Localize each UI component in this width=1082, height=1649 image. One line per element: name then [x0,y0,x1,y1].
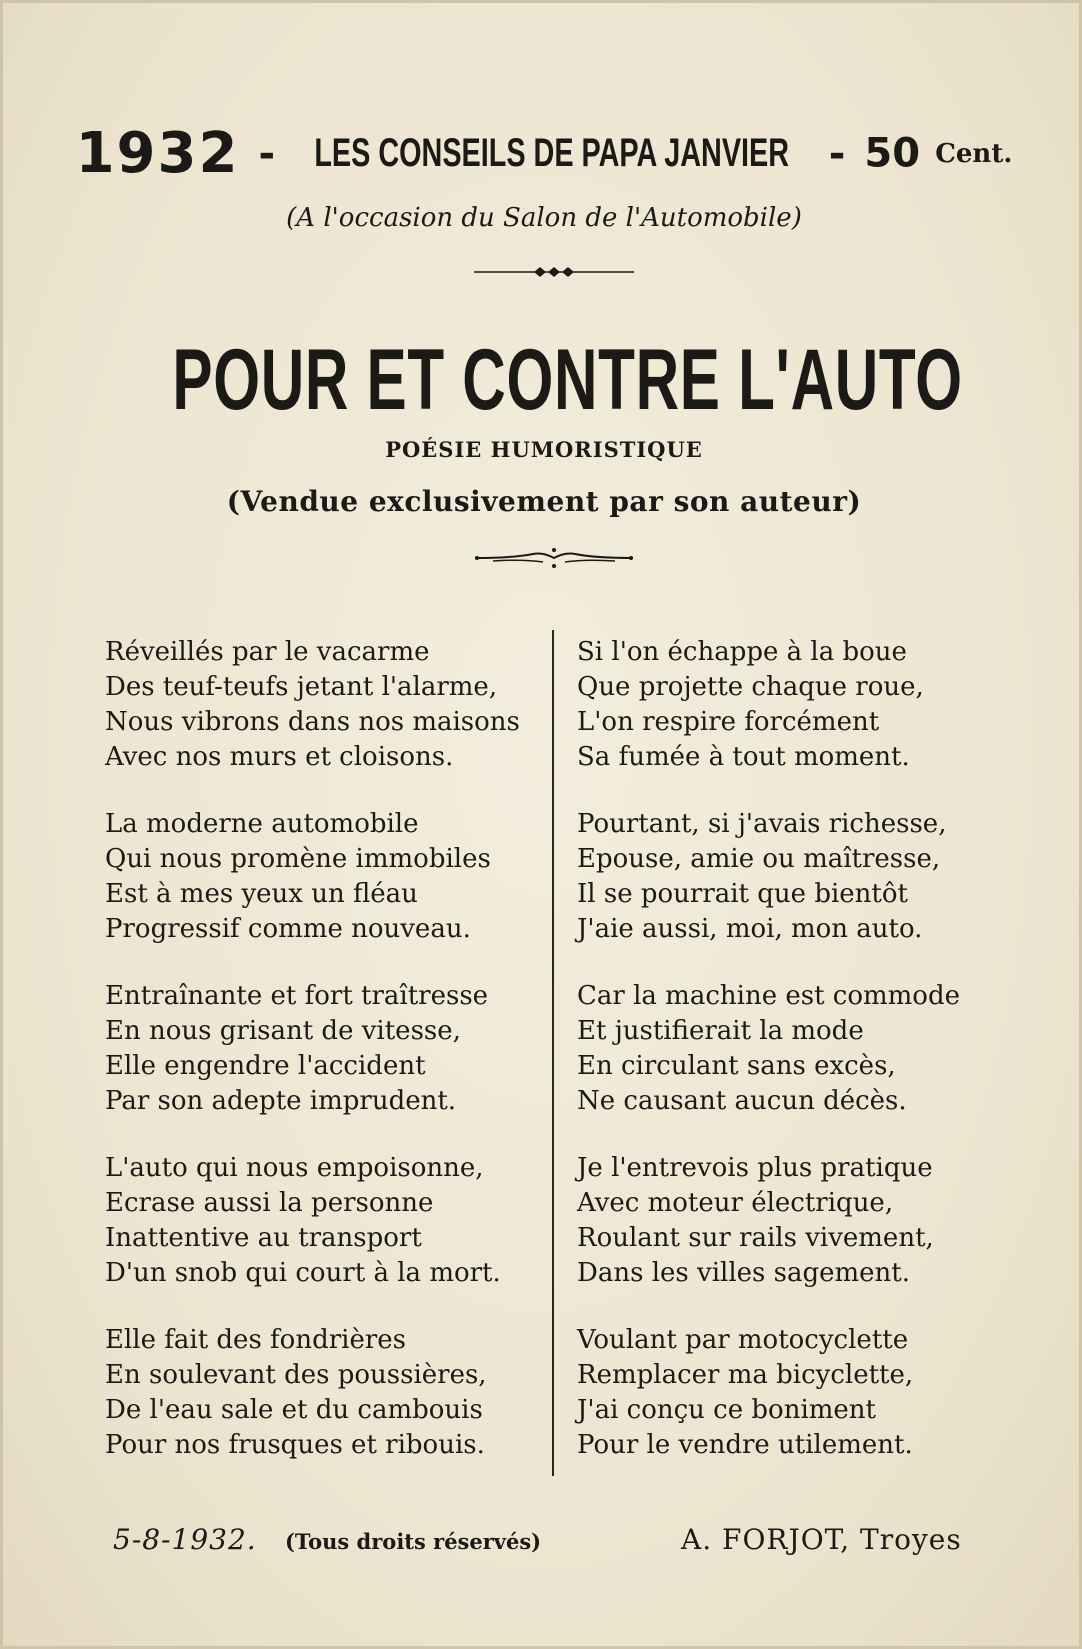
poem-subtitle: POÉSIE HUMORISTIQUE [385,437,703,462]
verse-line: D'un snob qui court à la mort. [105,1258,501,1288]
occasion-line: (A l'occasion du Salon de l'Automobile) [286,203,802,233]
stanza [577,979,1037,1119]
verse-line: Et justifierait la mode [577,1016,864,1046]
verse-line: Qui nous promène immobiles [105,844,491,874]
verse-line: Remplacer ma bicyclette, [577,1360,914,1390]
footer-date: 5-8-1932. [113,1523,257,1556]
verse-line: Pourtant, si j'avais richesse, [577,809,947,839]
verse-line: Par son adepte imprudent. [105,1086,457,1116]
verse-line: Je l'entrevois plus pratique [577,1153,933,1183]
stanza [577,1323,1037,1463]
verse-line: Elle engendre l'accident [105,1051,426,1081]
verse-line: Voulant par motocyclette [577,1325,909,1355]
stanza [105,979,565,1119]
verse-line: Nous vibrons dans nos maisons [105,707,520,737]
footer-rights: (Tous droits réservés) [285,1529,542,1554]
verse-line: De l'eau sale et du cambouis [105,1395,483,1425]
poem-left-column [105,635,565,1495]
verse-line: En circulant sans excès, [577,1051,896,1081]
header-price: 50 [864,130,921,177]
stanza [577,1151,1037,1291]
stanza [105,807,565,947]
stanza [105,635,565,775]
verse-line: Que projette chaque roue, [577,672,924,702]
verse-line: En soulevant des poussières, [105,1360,487,1390]
verse-line: Est à mes yeux un fléau [105,879,418,909]
poem-right-column [577,635,1037,1495]
header-currency: Cent. [935,138,1013,169]
verse-line: Dans les villes sagement. [577,1258,911,1288]
verse-line: Il se pourrait que bientôt [577,879,908,909]
poem-title [3,331,1082,430]
verse-line: Pour le vendre utilement. [577,1430,913,1460]
flourish-ornament-icon [473,545,635,571]
verse-line: Car la machine est commode [577,981,960,1011]
verse-line: La moderne automobile [105,809,419,839]
verse-line: Ecrase aussi la personne [105,1188,434,1218]
diamond-ornament-icon [474,265,634,279]
column-divider [552,630,554,1476]
stanza [105,1323,565,1463]
verse-line: Roulant sur rails vivement, [577,1223,934,1253]
verse-line: Sa fumée à tout moment. [577,742,910,772]
header-separator-1: - [258,130,276,177]
poem-title-text: POUR ET CONTRE L'AUTO [172,332,963,428]
verse-line: Des teuf-teufs jetant l'alarme, [105,672,498,702]
verse-line: Inattentive au transport [105,1223,422,1253]
verse-line: Avec nos murs et cloisons. [105,742,454,772]
verse-line: Elle fait des fondrières [105,1325,407,1355]
sales-note: (Vendue exclusivement par son auteur) [226,485,862,518]
header-year: 1932 [75,121,240,186]
stanza [577,635,1037,775]
verse-line: Pour nos frusques et ribouis. [105,1430,485,1460]
header-separator-2: - [828,130,846,177]
footer-author: A. FORJOT, Troyes [681,1523,962,1556]
verse-line: Avec moteur électrique, [577,1188,894,1218]
stanza [105,1151,565,1291]
stanza [577,807,1037,947]
verse-line: Progressif comme nouveau. [105,914,471,944]
verse-line: Epouse, amie ou maîtresse, [577,844,941,874]
header-series: LES CONSEILS DE PAPA JANVIER [314,131,790,175]
verse-line: L'auto qui nous empoisonne, [105,1153,484,1183]
verse-line: Si l'on échappe à la boue [577,637,907,667]
verse-line: Entraînante et fort traîtresse [105,981,489,1011]
verse-line: Réveillés par le vacarme [105,637,430,667]
verse-line: J'aie aussi, moi, mon auto. [577,914,923,944]
verse-line: J'ai conçu ce boniment [577,1395,876,1425]
verse-line: En nous grisant de vitesse, [105,1016,461,1046]
verse-line: L'on respire forcément [577,707,880,737]
verse-line: Ne causant aucun décès. [577,1086,907,1116]
header-line [3,121,1082,186]
